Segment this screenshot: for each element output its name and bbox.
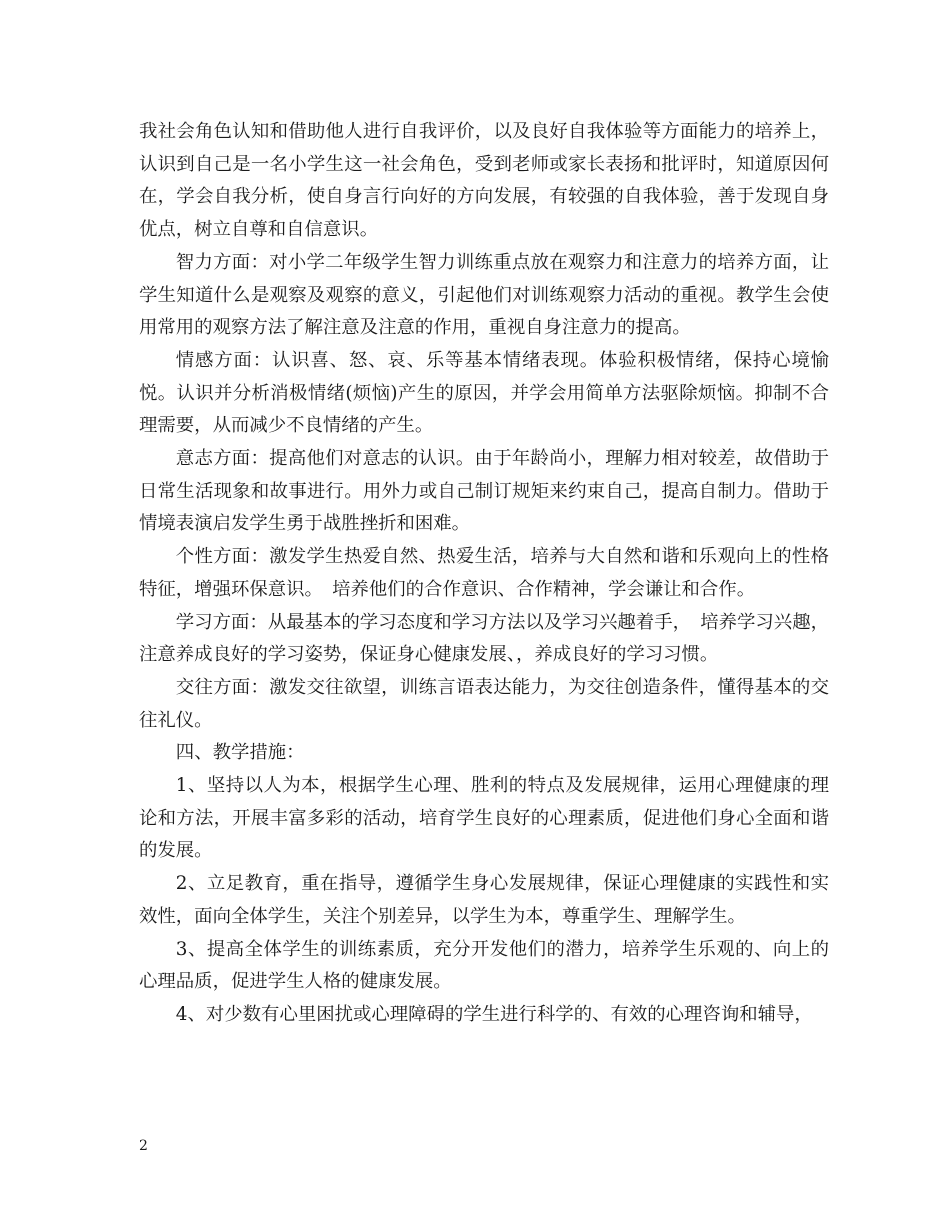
page-number: 2 [139,1138,148,1154]
paragraph-learning: 学习方面：从最基本的学习态度和学习方法以及学习兴趣着手， 培养学习兴趣，注意养成良好的学习姿势，保证身心健康发展、，养成良好的学习习惯。 [139,611,829,666]
paragraph-will: 意志方面：提高他们对意志的认识。由于年龄尚小，理解力相对较差，故借助于日常生活现象和故事进行。用外力或自己制订规矩来约束自己，提高自制力。借助于情境表演启发学生勇于战胜挫折和困难。 [139,448,829,535]
list-item-measure-2: 2、立足教育，重在指导，遵循学生身心发展规律，保证心理健康的实践性和实效性，面向全体学生，关注个别差异，以学生为本，尊重学生、理解学生。 [139,873,829,927]
list-item-measure-3: 3、提高全体学生的训练素质，充分开发他们的潜力，培养学生乐观的、向上的心理品质，促进学生人格的健康发展。 [139,938,829,993]
paragraph-personality: 个性方面：激发学生热爱自然、热爱生活，培养与大自然和谐和乐观向上的性格特征，增强环保意识。 培养他们的合作意识、合作精神，学会谦让和合作。 [139,546,829,600]
paragraph-intelligence: 智力方面：对小学二年级学生智力训练重点放在观察力和注意力的培养方面，让学生知道什么是观察及观察的意义，引起他们对训练观察力活动的重视。教学生会使用常用的观察方法了解注意及注意的作用，重视自身注意力的提高。 [139,251,829,339]
paragraph-continuation: 我社会角色认知和借助他人进行自我评价，以及良好自我体验等方面能力的培养上，认识到自己是一名小学生这一社会角色，受到老师或家长表扬和批评时，知道原因何在，学会自我分析，使自身言行向好的方向发展，有较强的自我体验，善于发现自身优点，树立自尊和自信意识。 [139,121,829,241]
section-heading-teaching-measures: 四、教学措施： [175,742,305,764]
document-body [139,116,829,1032]
paragraph-communication: 交往方面：激发交往欲望，训练言语表达能力，为交往创造条件，懂得基本的交往礼仪。 [139,676,829,731]
list-item-measure-4: 4、对少数有心里困扰或心理障碍的学生进行科学的、有效的心理咨询和辅导， [175,1003,813,1025]
paragraph-emotion: 情感方面：认识喜、怒、哀、乐等基本情绪表现。体验积极情绪，保持心境愉悦。认识并分析消极情绪(烦恼)产生的原因，并学会用简单方法驱除烦恼。抑制不合理需要，从而减少不良情绪的产生。 [139,349,829,437]
list-item-measure-1: 1、坚持以人为本，根据学生心理、胜利的特点及发展规律，运用心理健康的理论和方法，开展丰富多彩的活动，培育学生良好的心理素质，促进他们身心全面和谐的发展。 [139,775,829,862]
